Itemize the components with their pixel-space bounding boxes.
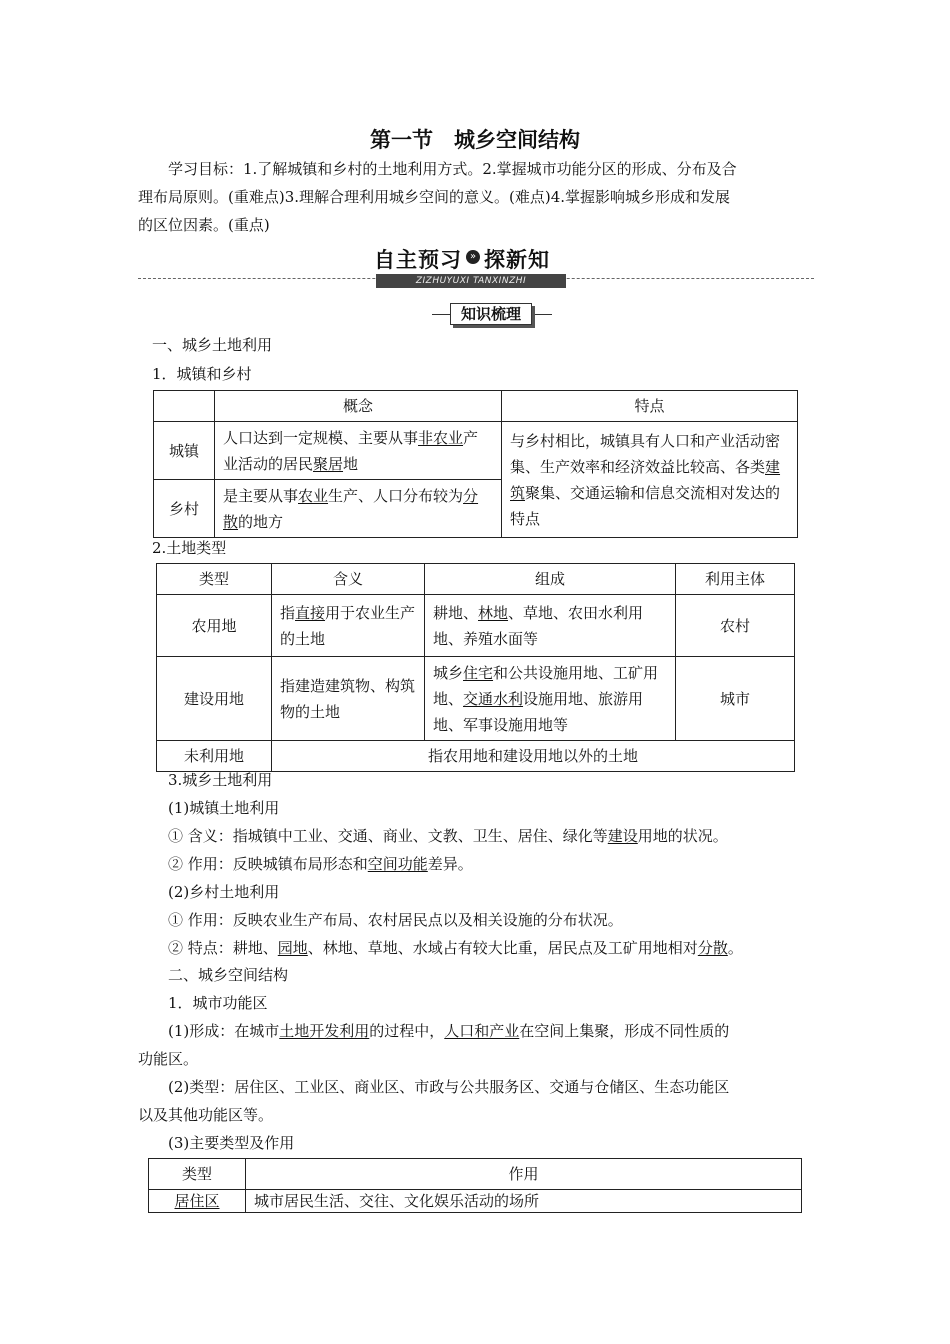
knowledge-box xyxy=(432,303,552,325)
table3-header-type: 类型 xyxy=(149,1159,246,1190)
table-town-village xyxy=(153,390,798,538)
banner-pinyin: ZIZHUYUXI TANXINZHI xyxy=(376,274,566,288)
table2-header-subject: 利用主体 xyxy=(676,564,795,595)
table2-construction-subject: 城市 xyxy=(676,657,795,741)
table2-row-farmland: 农用地 xyxy=(157,595,272,657)
para-village-land: (2)乡村土地利用 xyxy=(168,883,280,901)
table1-row-village: 乡村 xyxy=(154,480,215,538)
table2-header-type: 类型 xyxy=(157,564,272,595)
banner-right-text: 探新知 xyxy=(484,248,550,272)
para-town-land: (1)城镇土地利用 xyxy=(168,799,280,817)
table2-header-composition: 组成 xyxy=(425,564,676,595)
subheading-1-1: 1．城镇和乡村 xyxy=(152,365,252,383)
para-function-types: (2)类型：居住区、工业区、商业区、市政与公共服务区、交通与仓储区、生态功能区 xyxy=(168,1078,730,1096)
para-main-types: (3)主要类型及作用 xyxy=(168,1134,295,1152)
table2-unused-meaning: 指农用地和建设用地以外的土地 xyxy=(272,741,795,772)
para-town-land-role: ② 作用：反映城镇布局形态和空间功能差异。 xyxy=(168,855,473,873)
subheading-1-3: 3.城乡土地利用 xyxy=(168,771,273,789)
table2-farmland-subject: 农村 xyxy=(676,595,795,657)
table-function-areas xyxy=(148,1158,802,1213)
subheading-1-2: 2.土地类型 xyxy=(152,539,227,557)
para-function-types-cont: 以及其他功能区等。 xyxy=(138,1106,274,1124)
table1-header-concept: 概念 xyxy=(215,391,502,422)
table1-village-concept: 是主要从事农业生产、人口分布较为分散的地方 xyxy=(215,480,502,538)
table2-construction-meaning: 指建造建筑物、构筑物的土地 xyxy=(272,657,425,741)
table1-header-feature: 特点 xyxy=(502,391,798,422)
page-title: 第一节 城乡空间结构 xyxy=(370,127,580,152)
subheading-2-1: 1．城市功能区 xyxy=(168,994,268,1012)
para-function-formation: (1)形成：在城市土地开发利用的过程中，人口和产业在空间上集聚，形成不同性质的 xyxy=(168,1022,730,1040)
table2-header-meaning: 含义 xyxy=(272,564,425,595)
table2-farmland-composition: 耕地、林地、草地、农田水利用地、养殖水面等 xyxy=(425,595,676,657)
table2-row-construction: 建设用地 xyxy=(157,657,272,741)
table2-construction-composition: 城乡住宅和公共设施用地、工矿用地、交通水利设施用地、旅游用地、军事设施用地等 xyxy=(425,657,676,741)
para-village-land-feature: ② 特点：耕地、园地、林地、草地、水域占有较大比重，居民点及工矿用地相对分散。 xyxy=(168,939,743,957)
table2-farmland-meaning: 指直接用于农业生产的土地 xyxy=(272,595,425,657)
table1-town-concept: 人口达到一定规模、主要从事非农业产业活动的居民聚居地 xyxy=(215,422,502,480)
knowledge-box-label: 知识梳理 xyxy=(450,303,532,325)
section-heading-2: 二、城乡空间结构 xyxy=(168,966,289,984)
para-village-land-role: ① 作用：反映农业生产布局、农村居民点以及相关设施的分布状况。 xyxy=(168,911,623,929)
table1-feature: 与乡村相比，城镇具有人口和产业活动密集、生产效率和经济效益比较高、各类建筑聚集、交通运输和信息交流相对发达的特点 xyxy=(502,422,798,538)
objectives-line-2: 理布局原则。(重难点)3.理解合理利用城乡空间的意义。(难点)4.掌握影响城乡形成和发展 xyxy=(138,188,731,206)
banner-left-text: 自主预习 xyxy=(374,248,462,272)
table1-row-town: 城镇 xyxy=(154,422,215,480)
para-town-land-meaning: ① 含义：指城镇中工业、交通、商业、文教、卫生、居住、绿化等建设用地的状况。 xyxy=(168,827,728,845)
banner-title xyxy=(366,244,582,272)
section-banner xyxy=(138,244,814,288)
banner-arrow-icon: » xyxy=(466,250,480,264)
section-heading-1: 一、城乡土地利用 xyxy=(152,336,273,354)
table3-row-residential: 居住区 xyxy=(149,1190,246,1213)
table2-row-unused: 未利用地 xyxy=(157,741,272,772)
para-function-formation-cont: 功能区。 xyxy=(138,1050,199,1068)
table-land-types xyxy=(156,563,795,772)
table3-residential-function: 城市居民生活、交往、文化娱乐活动的场所 xyxy=(246,1190,802,1213)
table3-header-function: 作用 xyxy=(246,1159,802,1190)
objectives-line-1: 学习目标：1.了解城镇和乡村的土地利用方式。2.掌握城市功能分区的形成、分布及合 xyxy=(168,160,737,178)
objectives-line-3: 的区位因素。(重点) xyxy=(138,216,270,234)
